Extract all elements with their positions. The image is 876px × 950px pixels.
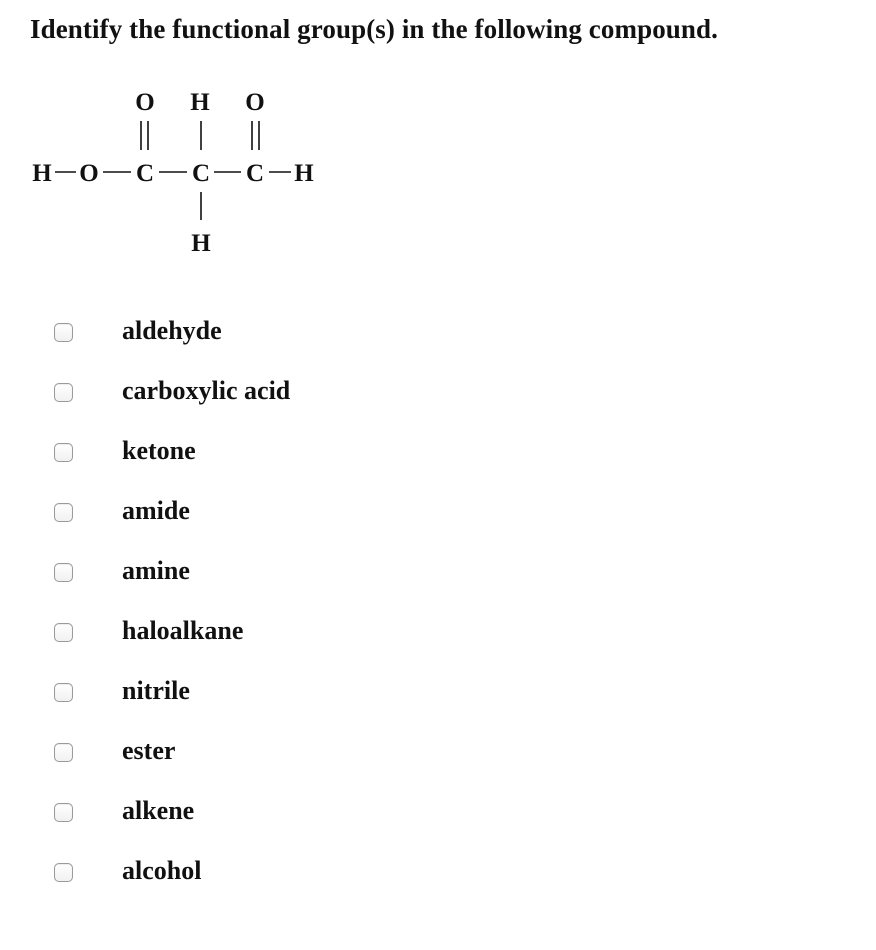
atom-c3: C bbox=[245, 160, 265, 187]
checkbox[interactable] bbox=[54, 803, 73, 822]
option-amide[interactable] bbox=[0, 482, 876, 542]
option-label[interactable]: alcohol bbox=[122, 856, 202, 885]
option-label[interactable]: amide bbox=[122, 496, 190, 525]
checkbox[interactable] bbox=[54, 623, 73, 642]
checkbox[interactable] bbox=[54, 443, 73, 462]
atom-top-o-left: O bbox=[135, 89, 155, 116]
option-label[interactable]: nitrile bbox=[122, 676, 190, 705]
option-label[interactable]: carboxylic acid bbox=[122, 376, 291, 405]
option-ketone[interactable] bbox=[0, 422, 876, 482]
option-label[interactable]: haloalkane bbox=[122, 616, 244, 645]
answer-options bbox=[0, 302, 876, 902]
atom-bottom-h: H bbox=[191, 230, 211, 257]
question-text: Identify the functional group(s) in the following compound. bbox=[30, 14, 718, 44]
atom-top-o-right: O bbox=[245, 89, 265, 116]
atom-h-left: H bbox=[32, 160, 52, 187]
option-carboxylic-acid[interactable] bbox=[0, 362, 876, 422]
checkbox[interactable] bbox=[54, 863, 73, 882]
option-label[interactable]: alkene bbox=[122, 796, 195, 825]
atom-top-h: H bbox=[190, 89, 210, 116]
option-nitrile[interactable] bbox=[0, 662, 876, 722]
atom-c2: C bbox=[191, 160, 211, 187]
checkbox[interactable] bbox=[54, 383, 73, 402]
option-haloalkane[interactable] bbox=[0, 602, 876, 662]
option-amine[interactable] bbox=[0, 542, 876, 602]
option-label[interactable]: aldehyde bbox=[122, 316, 222, 345]
option-ester[interactable] bbox=[0, 722, 876, 782]
checkbox[interactable] bbox=[54, 503, 73, 522]
atom-h-right: H bbox=[294, 160, 314, 187]
option-label[interactable]: ketone bbox=[122, 436, 196, 465]
checkbox[interactable] bbox=[54, 683, 73, 702]
checkbox[interactable] bbox=[54, 743, 73, 762]
structural-formula bbox=[0, 80, 340, 260]
atom-c1: C bbox=[135, 160, 155, 187]
checkbox[interactable] bbox=[54, 323, 73, 342]
option-label[interactable]: ester bbox=[122, 736, 176, 765]
option-alkene[interactable] bbox=[0, 782, 876, 842]
option-aldehyde[interactable] bbox=[0, 302, 876, 362]
atom-o-chain: O bbox=[79, 160, 99, 187]
checkbox[interactable] bbox=[54, 563, 73, 582]
option-alcohol[interactable] bbox=[0, 842, 876, 902]
option-label[interactable]: amine bbox=[122, 556, 190, 585]
